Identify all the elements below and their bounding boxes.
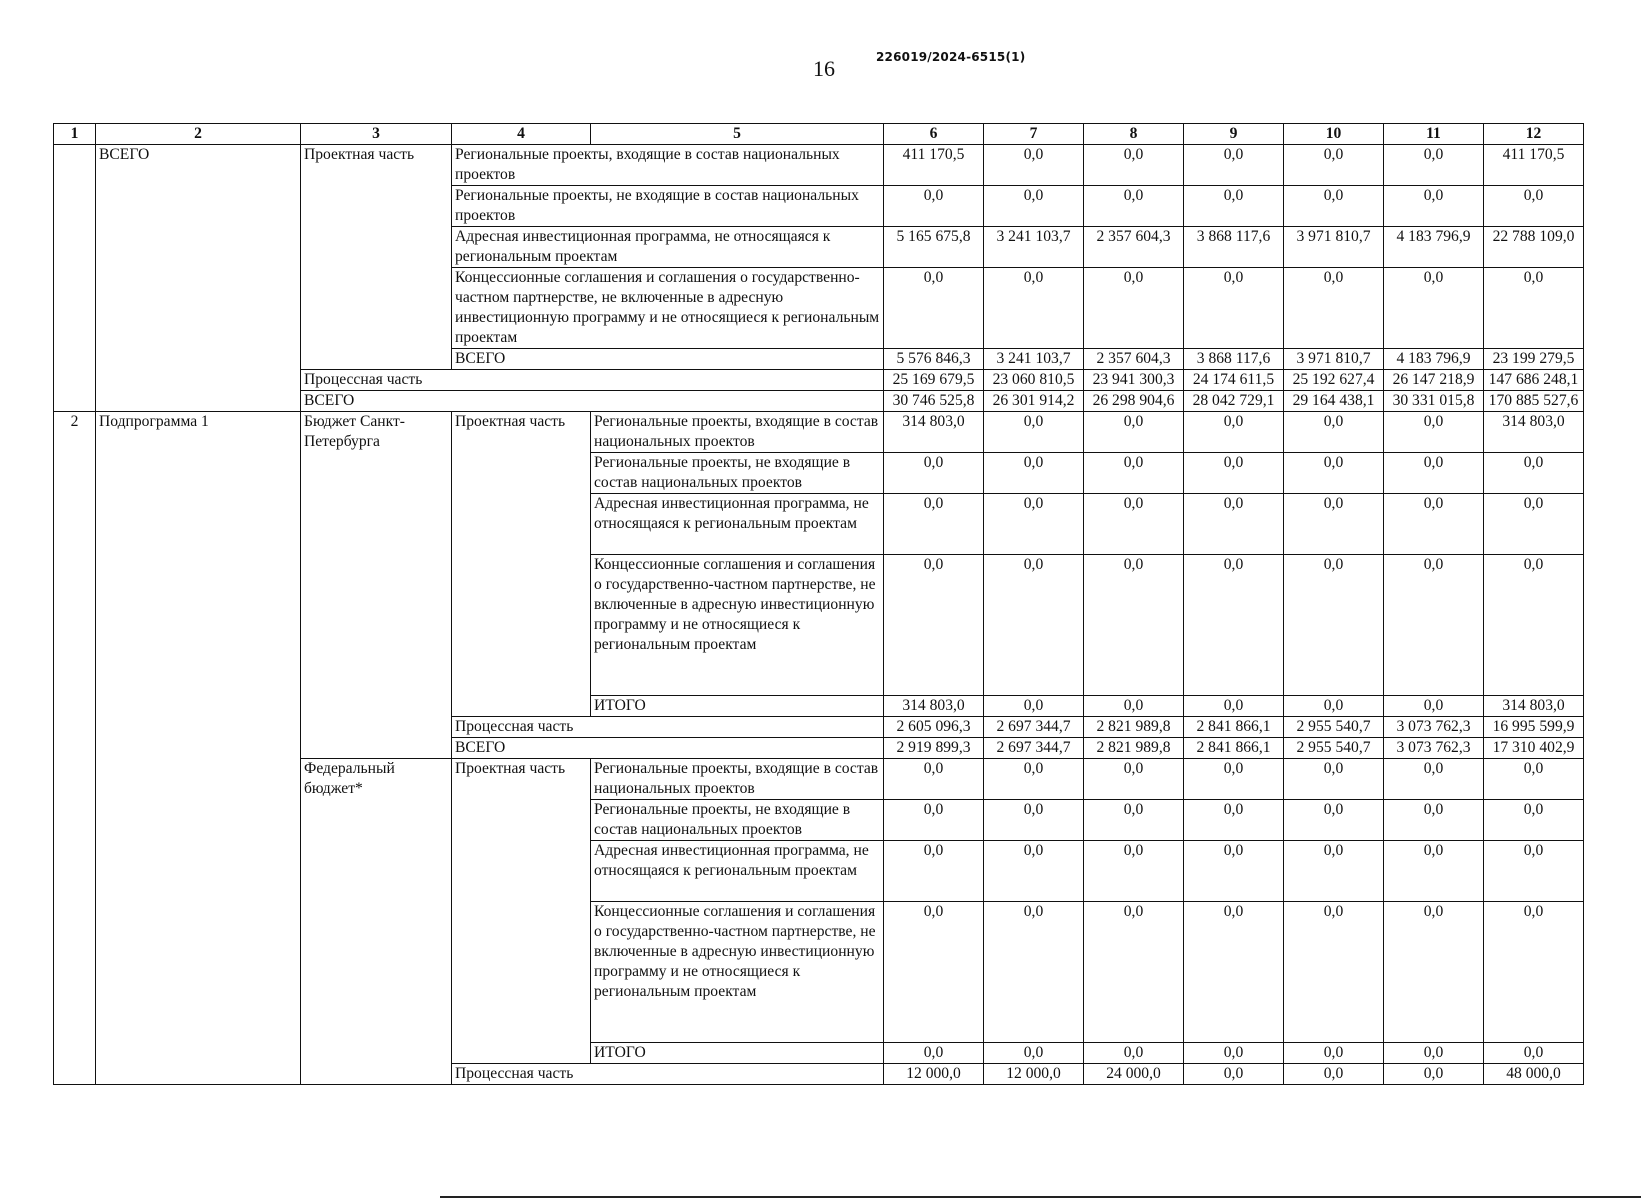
column-number: 5 [591, 124, 884, 145]
value-cell: 0,0 [984, 759, 1084, 800]
column-number: 1 [54, 124, 96, 145]
project-part-label: Проектная часть [452, 412, 591, 717]
value-cell: 0,0 [1484, 902, 1584, 1043]
value-cell: 0,0 [1184, 841, 1284, 902]
column-number: 12 [1484, 124, 1584, 145]
row-label: ИТОГО [591, 1043, 884, 1064]
value-cell: 0,0 [1484, 800, 1584, 841]
value-cell: 0,0 [1184, 696, 1284, 717]
row-label: ВСЕГО [452, 349, 884, 370]
value-cell: 0,0 [1284, 696, 1384, 717]
value-cell: 23 941 300,3 [1084, 370, 1184, 391]
column-number: 4 [452, 124, 591, 145]
value-cell: 0,0 [1284, 1064, 1384, 1085]
value-cell: 0,0 [1384, 696, 1484, 717]
value-cell: 0,0 [1384, 268, 1484, 349]
value-cell: 0,0 [1384, 902, 1484, 1043]
value-cell: 0,0 [1484, 186, 1584, 227]
value-cell: 0,0 [1184, 759, 1284, 800]
row-label: Региональные проекты, не входящие в состав национальных проектов [591, 800, 884, 841]
total-label: ВСЕГО [452, 738, 884, 759]
value-cell: 0,0 [1084, 902, 1184, 1043]
value-cell: 0,0 [1484, 555, 1584, 696]
value-cell: 0,0 [1184, 145, 1284, 186]
value-cell: 0,0 [1384, 1064, 1484, 1085]
value-cell: 30 746 525,8 [884, 391, 984, 412]
value-cell: 29 164 438,1 [1284, 391, 1384, 412]
value-cell: 0,0 [884, 800, 984, 841]
value-cell: 0,0 [884, 453, 984, 494]
value-cell: 5 165 675,8 [884, 227, 984, 268]
value-cell: 0,0 [1384, 759, 1484, 800]
value-cell: 0,0 [1284, 268, 1384, 349]
value-cell: 0,0 [1384, 412, 1484, 453]
column-number: 8 [1084, 124, 1184, 145]
value-cell: 314 803,0 [884, 412, 984, 453]
value-cell: 3 971 810,7 [1284, 227, 1384, 268]
value-cell: 0,0 [1284, 555, 1384, 696]
value-cell: 0,0 [1484, 759, 1584, 800]
value-cell: 3 868 117,6 [1184, 349, 1284, 370]
value-cell: 0,0 [1284, 800, 1384, 841]
value-cell: 0,0 [1284, 902, 1384, 1043]
value-cell: 0,0 [984, 902, 1084, 1043]
value-cell: 24 000,0 [1084, 1064, 1184, 1085]
value-cell: 147 686 248,1 [1484, 370, 1584, 391]
federal-budget-label: Федеральный бюджет* [301, 759, 452, 1085]
value-cell: 0,0 [1484, 841, 1584, 902]
value-cell: 0,0 [1484, 268, 1584, 349]
value-cell: 23 060 810,5 [984, 370, 1084, 391]
row-label: Адресная инвестиционная программа, не относящаяся к региональным проектам [452, 227, 884, 268]
value-cell: 26 298 904,6 [1084, 391, 1184, 412]
value-cell: 0,0 [884, 902, 984, 1043]
row-index-cell [54, 145, 96, 412]
value-cell: 0,0 [984, 494, 1084, 555]
process-part-label: Процессная часть [301, 370, 884, 391]
value-cell: 0,0 [1284, 145, 1384, 186]
value-cell: 25 169 679,5 [884, 370, 984, 391]
budget-table [53, 123, 1584, 1085]
value-cell: 2 955 540,7 [1284, 738, 1384, 759]
value-cell: 0,0 [1284, 494, 1384, 555]
value-cell: 411 170,5 [884, 145, 984, 186]
value-cell: 24 174 611,5 [1184, 370, 1284, 391]
value-cell: 16 995 599,9 [1484, 717, 1584, 738]
value-cell: 0,0 [1284, 759, 1384, 800]
value-cell: 0,0 [1384, 1043, 1484, 1064]
value-cell: 4 183 796,9 [1384, 349, 1484, 370]
value-cell: 0,0 [984, 841, 1084, 902]
column-number: 11 [1384, 124, 1484, 145]
value-cell: 4 183 796,9 [1384, 227, 1484, 268]
process-part-label: Процессная часть [452, 717, 884, 738]
value-cell: 0,0 [1184, 494, 1284, 555]
project-part-label: Проектная часть [452, 759, 591, 1064]
value-cell: 30 331 015,8 [1384, 391, 1484, 412]
value-cell: 0,0 [1184, 1064, 1284, 1085]
bottom-rule [440, 1196, 1641, 1198]
row-label: Концессионные соглашения и соглашения о государственно-частном партнерстве, не включенные в адресную инвестиционную программу и не относящиеся к региональным проектам [591, 555, 884, 696]
value-cell: 0,0 [1384, 841, 1484, 902]
value-cell: 3 073 762,3 [1384, 717, 1484, 738]
value-cell: 0,0 [884, 268, 984, 349]
value-cell: 0,0 [984, 412, 1084, 453]
process-part-label: Процессная часть [452, 1064, 884, 1085]
value-cell: 314 803,0 [1484, 412, 1584, 453]
value-cell: 0,0 [1384, 494, 1484, 555]
value-cell: 0,0 [1084, 412, 1184, 453]
value-cell: 2 841 866,1 [1184, 717, 1284, 738]
value-cell: 0,0 [1084, 696, 1184, 717]
value-cell: 0,0 [1084, 453, 1184, 494]
value-cell: 48 000,0 [1484, 1064, 1584, 1085]
row-label: Региональные проекты, входящие в состав национальных проектов [591, 759, 884, 800]
value-cell: 0,0 [1384, 800, 1484, 841]
value-cell: 0,0 [984, 453, 1084, 494]
value-cell: 25 192 627,4 [1284, 370, 1384, 391]
row-label: Концессионные соглашения и соглашения о государственно-частном партнерстве, не включенные в адресную инвестиционную программу и не относящиеся к региональным проектам [452, 268, 884, 349]
value-cell: 23 199 279,5 [1484, 349, 1584, 370]
value-cell: 2 821 989,8 [1084, 738, 1184, 759]
value-cell: 0,0 [1484, 1043, 1584, 1064]
value-cell: 0,0 [1184, 800, 1284, 841]
value-cell: 2 841 866,1 [1184, 738, 1284, 759]
row-label: Региональные проекты, входящие в состав национальных проектов [452, 145, 884, 186]
budget-table-body [54, 124, 1584, 1085]
value-cell: 2 821 989,8 [1084, 717, 1184, 738]
value-cell: 0,0 [884, 1043, 984, 1064]
value-cell: 3 241 103,7 [984, 349, 1084, 370]
value-cell: 3 868 117,6 [1184, 227, 1284, 268]
table-row [54, 145, 1584, 186]
value-cell: 3 073 762,3 [1384, 738, 1484, 759]
value-cell: 0,0 [984, 186, 1084, 227]
column-number: 3 [301, 124, 452, 145]
value-cell: 0,0 [1284, 841, 1384, 902]
value-cell: 0,0 [1184, 268, 1284, 349]
row-label: Региональные проекты, не входящие в состав национальных проектов [591, 453, 884, 494]
column-number: 9 [1184, 124, 1284, 145]
value-cell: 5 576 846,3 [884, 349, 984, 370]
value-cell: 0,0 [1084, 800, 1184, 841]
value-cell: 0,0 [884, 186, 984, 227]
value-cell: 314 803,0 [884, 696, 984, 717]
row-label: Адресная инвестиционная программа, не относящаяся к региональным проектам [591, 841, 884, 902]
column-number: 7 [984, 124, 1084, 145]
value-cell: 0,0 [1484, 494, 1584, 555]
value-cell: 0,0 [1184, 186, 1284, 227]
value-cell: 0,0 [1184, 902, 1284, 1043]
value-cell: 0,0 [1084, 186, 1184, 227]
subprogram-index: 2 [54, 412, 96, 1085]
value-cell: 0,0 [1184, 453, 1284, 494]
value-cell: 2 919 899,3 [884, 738, 984, 759]
grand-total-label: ВСЕГО [301, 391, 884, 412]
value-cell: 0,0 [884, 759, 984, 800]
value-cell: 0,0 [1084, 145, 1184, 186]
value-cell: 314 803,0 [1484, 696, 1584, 717]
column-number: 10 [1284, 124, 1384, 145]
value-cell: 2 955 540,7 [1284, 717, 1384, 738]
document-id: 226019/2024-6515(1) [876, 50, 1026, 64]
value-cell: 2 697 344,7 [984, 717, 1084, 738]
column-number: 2 [96, 124, 301, 145]
value-cell: 2 357 604,3 [1084, 227, 1184, 268]
value-cell: 0,0 [984, 800, 1084, 841]
row-label: ИТОГО [591, 696, 884, 717]
value-cell: 26 301 914,2 [984, 391, 1084, 412]
value-cell: 0,0 [984, 555, 1084, 696]
value-cell: 0,0 [1084, 841, 1184, 902]
total-label: ВСЕГО [96, 145, 301, 412]
value-cell: 0,0 [1284, 412, 1384, 453]
value-cell: 0,0 [884, 494, 984, 555]
value-cell: 12 000,0 [984, 1064, 1084, 1085]
value-cell: 0,0 [1484, 453, 1584, 494]
value-cell: 0,0 [1084, 759, 1184, 800]
value-cell: 0,0 [1284, 453, 1384, 494]
value-cell: 170 885 527,6 [1484, 391, 1584, 412]
value-cell: 0,0 [884, 841, 984, 902]
project-part-label: Проектная часть [301, 145, 452, 370]
value-cell: 0,0 [1084, 494, 1184, 555]
value-cell: 0,0 [1084, 1043, 1184, 1064]
value-cell: 0,0 [984, 145, 1084, 186]
value-cell: 0,0 [1184, 555, 1284, 696]
row-label: Региональные проекты, входящие в состав национальных проектов [591, 412, 884, 453]
value-cell: 0,0 [1184, 1043, 1284, 1064]
value-cell: 26 147 218,9 [1384, 370, 1484, 391]
value-cell: 0,0 [884, 555, 984, 696]
column-number-row [54, 124, 1584, 145]
value-cell: 12 000,0 [884, 1064, 984, 1085]
value-cell: 3 971 810,7 [1284, 349, 1384, 370]
page-number: 16 [813, 56, 835, 81]
value-cell: 0,0 [1384, 186, 1484, 227]
row-label: Адресная инвестиционная программа, не относящаяся к региональным проектам [591, 494, 884, 555]
value-cell: 0,0 [984, 1043, 1084, 1064]
value-cell: 0,0 [1084, 555, 1184, 696]
spb-budget-label: Бюджет Санкт-Петербурга [301, 412, 452, 759]
value-cell: 17 310 402,9 [1484, 738, 1584, 759]
value-cell: 22 788 109,0 [1484, 227, 1584, 268]
value-cell: 3 241 103,7 [984, 227, 1084, 268]
value-cell: 0,0 [1184, 412, 1284, 453]
row-label: Региональные проекты, не входящие в состав национальных проектов [452, 186, 884, 227]
row-label: Концессионные соглашения и соглашения о государственно-частном партнерстве, не включенные в адресную инвестиционную программу и не относящиеся к региональным проектам [591, 902, 884, 1043]
table-row [54, 412, 1584, 453]
value-cell: 2 697 344,7 [984, 738, 1084, 759]
column-number: 6 [884, 124, 984, 145]
value-cell: 0,0 [984, 268, 1084, 349]
value-cell: 0,0 [1384, 453, 1484, 494]
value-cell: 411 170,5 [1484, 145, 1584, 186]
value-cell: 0,0 [1284, 186, 1384, 227]
value-cell: 0,0 [984, 696, 1084, 717]
value-cell: 0,0 [1384, 145, 1484, 186]
value-cell: 28 042 729,1 [1184, 391, 1284, 412]
subprogram-name: Подпрограмма 1 [96, 412, 301, 1085]
value-cell: 0,0 [1284, 1043, 1384, 1064]
value-cell: 2 605 096,3 [884, 717, 984, 738]
value-cell: 2 357 604,3 [1084, 349, 1184, 370]
value-cell: 0,0 [1084, 268, 1184, 349]
value-cell: 0,0 [1384, 555, 1484, 696]
